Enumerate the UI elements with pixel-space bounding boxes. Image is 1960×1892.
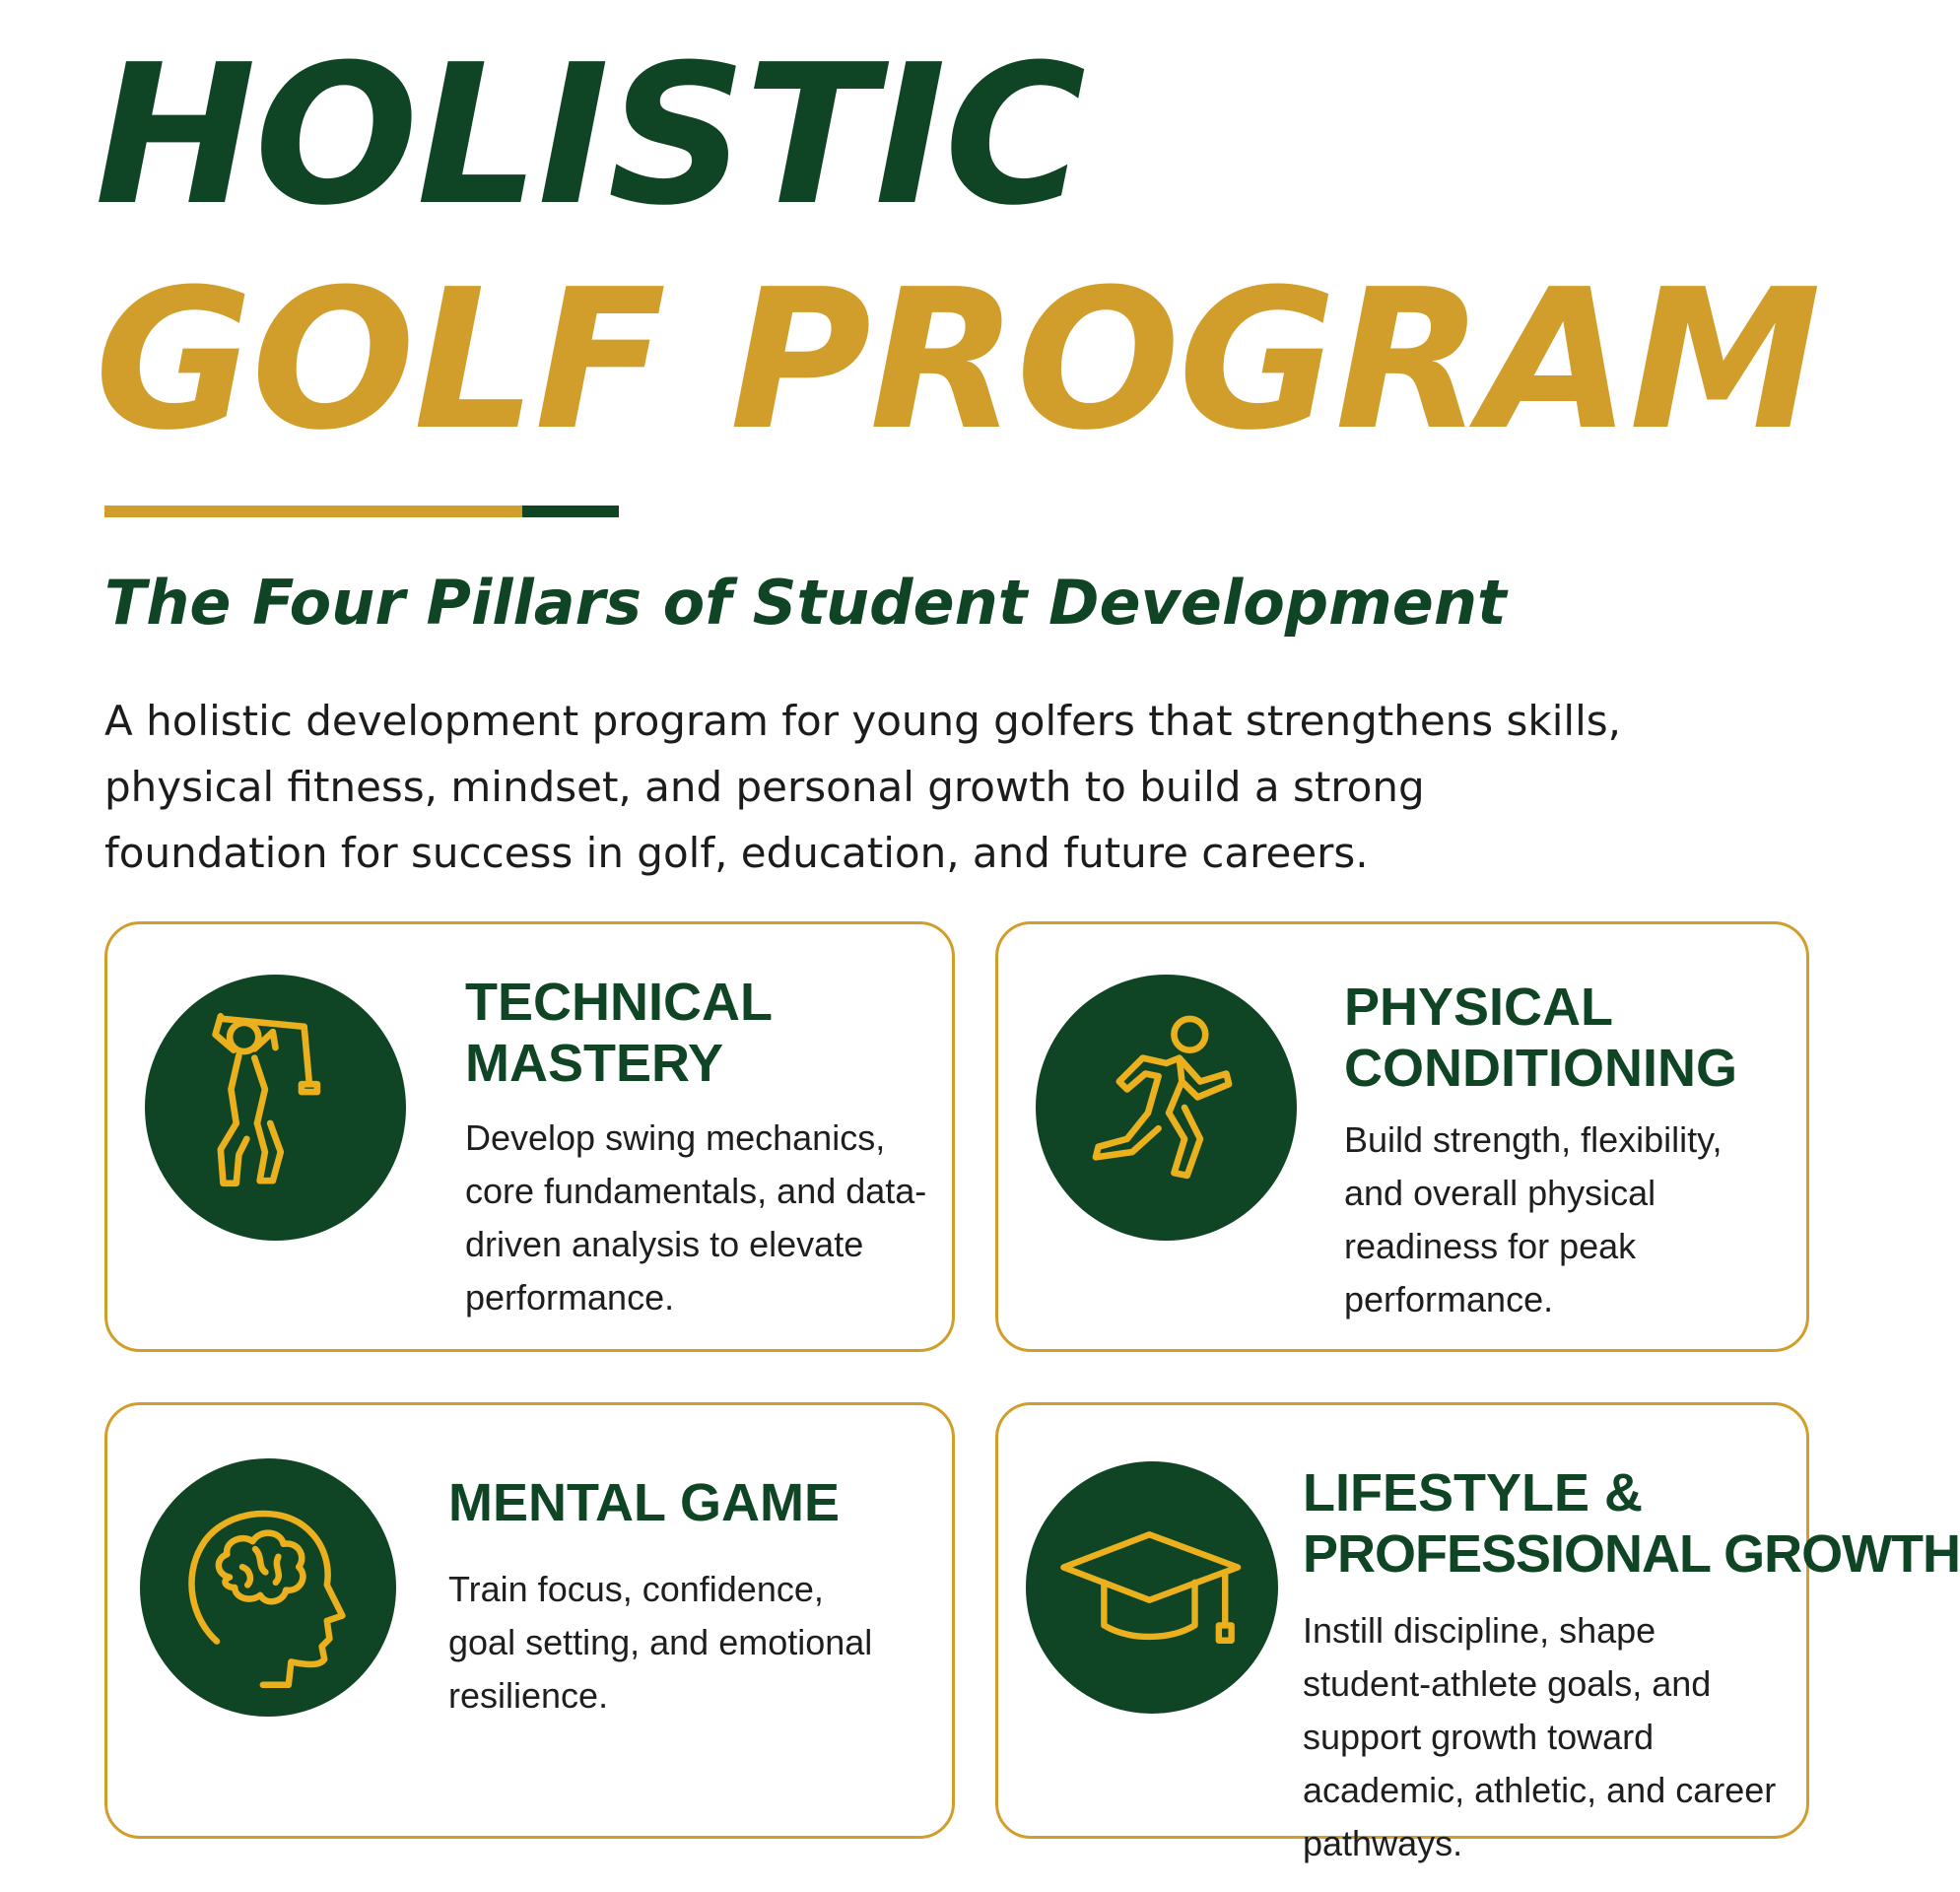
pillar-card-physical-conditioning — [995, 921, 1809, 1352]
pillar-title-line: CONDITIONING — [1344, 1039, 1737, 1098]
runner-icon — [1036, 975, 1297, 1241]
pillar-title — [465, 972, 773, 1094]
graduation-cap-icon — [1026, 1461, 1278, 1714]
intro-paragraph: A holistic development program for young golfers that strengthens skills, physical fitness, mindset, and personal growth to build a strong foundation for success in golf, education, and future careers. — [104, 697, 1621, 877]
pillar-card-mental-game — [104, 1402, 955, 1839]
golfer-icon — [145, 975, 406, 1241]
pillar-card-technical-mastery — [104, 921, 955, 1352]
pillar-title: MENTAL GAME — [448, 1473, 840, 1532]
subtitle: The Four Pillars of Student Development — [104, 567, 1507, 639]
pillar-description: Train focus, confidence, goal setting, and emotional resilience. — [448, 1569, 873, 1716]
pillar-card-lifestyle-professional-growth — [995, 1402, 1960, 1863]
brain-head-icon — [140, 1458, 396, 1717]
pillar-title — [1344, 977, 1737, 1099]
pillar-title-line: MASTERY — [465, 1034, 724, 1093]
pillar-title — [1303, 1462, 1960, 1585]
pillar-title-line: PHYSICAL — [1344, 978, 1614, 1037]
divider-green-segment — [522, 506, 619, 517]
pillar-title-line: LIFESTYLE & — [1303, 1463, 1644, 1522]
title-line-holistic: HOLISTIC — [95, 24, 1085, 248]
pillar-description: Build strength, flexibility, and overall physical readiness for peak performance. — [1344, 1119, 1723, 1319]
pillar-title-line: TECHNICAL — [465, 973, 773, 1032]
divider-gold-segment — [104, 506, 522, 517]
title-divider — [104, 506, 619, 517]
pillar-description: Develop swing mechanics, core fundamentals, and data-driven analysis to elevate performance. — [465, 1117, 927, 1318]
title-line-golf-program: GOLF PROGRAM — [95, 248, 1820, 473]
pillar-description: Instill discipline, shape student-athlete goals, and support growth toward academic, athletic, and career pathways. — [1303, 1610, 1777, 1863]
pillar-title-line: PROFESSIONAL GROWTH — [1303, 1524, 1960, 1584]
